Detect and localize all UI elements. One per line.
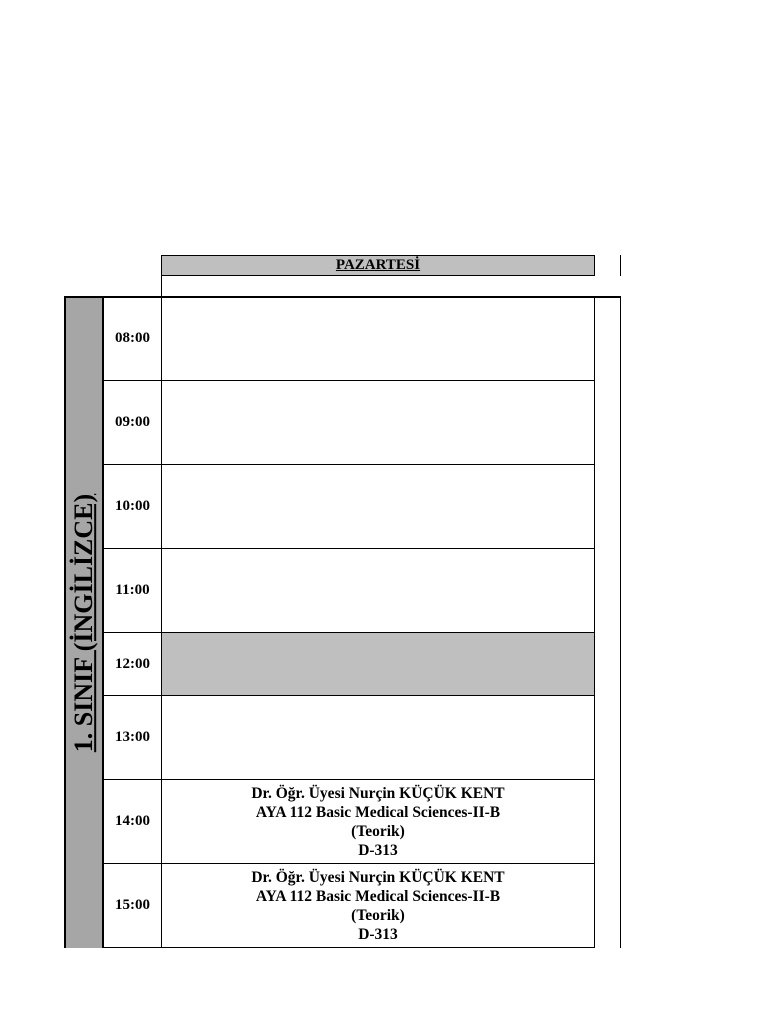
day-header-label: PAZARTESİ (335, 257, 421, 273)
course-line: Dr. Öğr. Üyesi Nurçin KÜÇÜK KENT (251, 868, 505, 886)
header-right-divider (620, 255, 621, 276)
course-cell (161, 549, 595, 633)
course-cell (161, 864, 595, 948)
time-cell (103, 864, 161, 948)
time-label: 10:00 (115, 498, 150, 514)
course-line: AYA 112 Basic Medical Sciences-II-B (255, 803, 501, 821)
course-cell (161, 696, 595, 780)
course-cell (161, 465, 595, 549)
course-line: (Teorik) (351, 822, 405, 840)
course-line: D-313 (358, 925, 398, 943)
time-cell (103, 780, 161, 864)
course-line: Dr. Öğr. Üyesi Nurçin KÜÇÜK KENT (251, 784, 505, 802)
day-header (161, 255, 595, 276)
time-cell (103, 633, 161, 696)
course-line: AYA 112 Basic Medical Sciences-II-B (255, 887, 501, 905)
time-label: 13:00 (115, 729, 150, 745)
time-label: 08:00 (115, 330, 150, 346)
time-cell (103, 549, 161, 633)
table-right-border (620, 296, 621, 948)
header-spacer-row (161, 276, 621, 297)
course-cell (161, 780, 595, 864)
time-label: 11:00 (115, 582, 150, 598)
time-cell (103, 696, 161, 780)
course-cell (161, 381, 595, 465)
class-label: 1. SINIF (İNGİLİZCE) (69, 493, 98, 753)
class-label-cell (64, 296, 104, 948)
time-cell (103, 297, 161, 381)
time-label: 15:00 (115, 897, 150, 913)
time-label: 09:00 (115, 414, 150, 430)
time-cell (103, 465, 161, 549)
course-cell (161, 297, 595, 381)
course-line: (Teorik) (351, 906, 405, 924)
time-label: 14:00 (115, 813, 150, 829)
time-cell (103, 381, 161, 465)
break-cell (161, 633, 595, 696)
time-label: 12:00 (115, 655, 150, 672)
course-line: D-313 (358, 841, 398, 859)
